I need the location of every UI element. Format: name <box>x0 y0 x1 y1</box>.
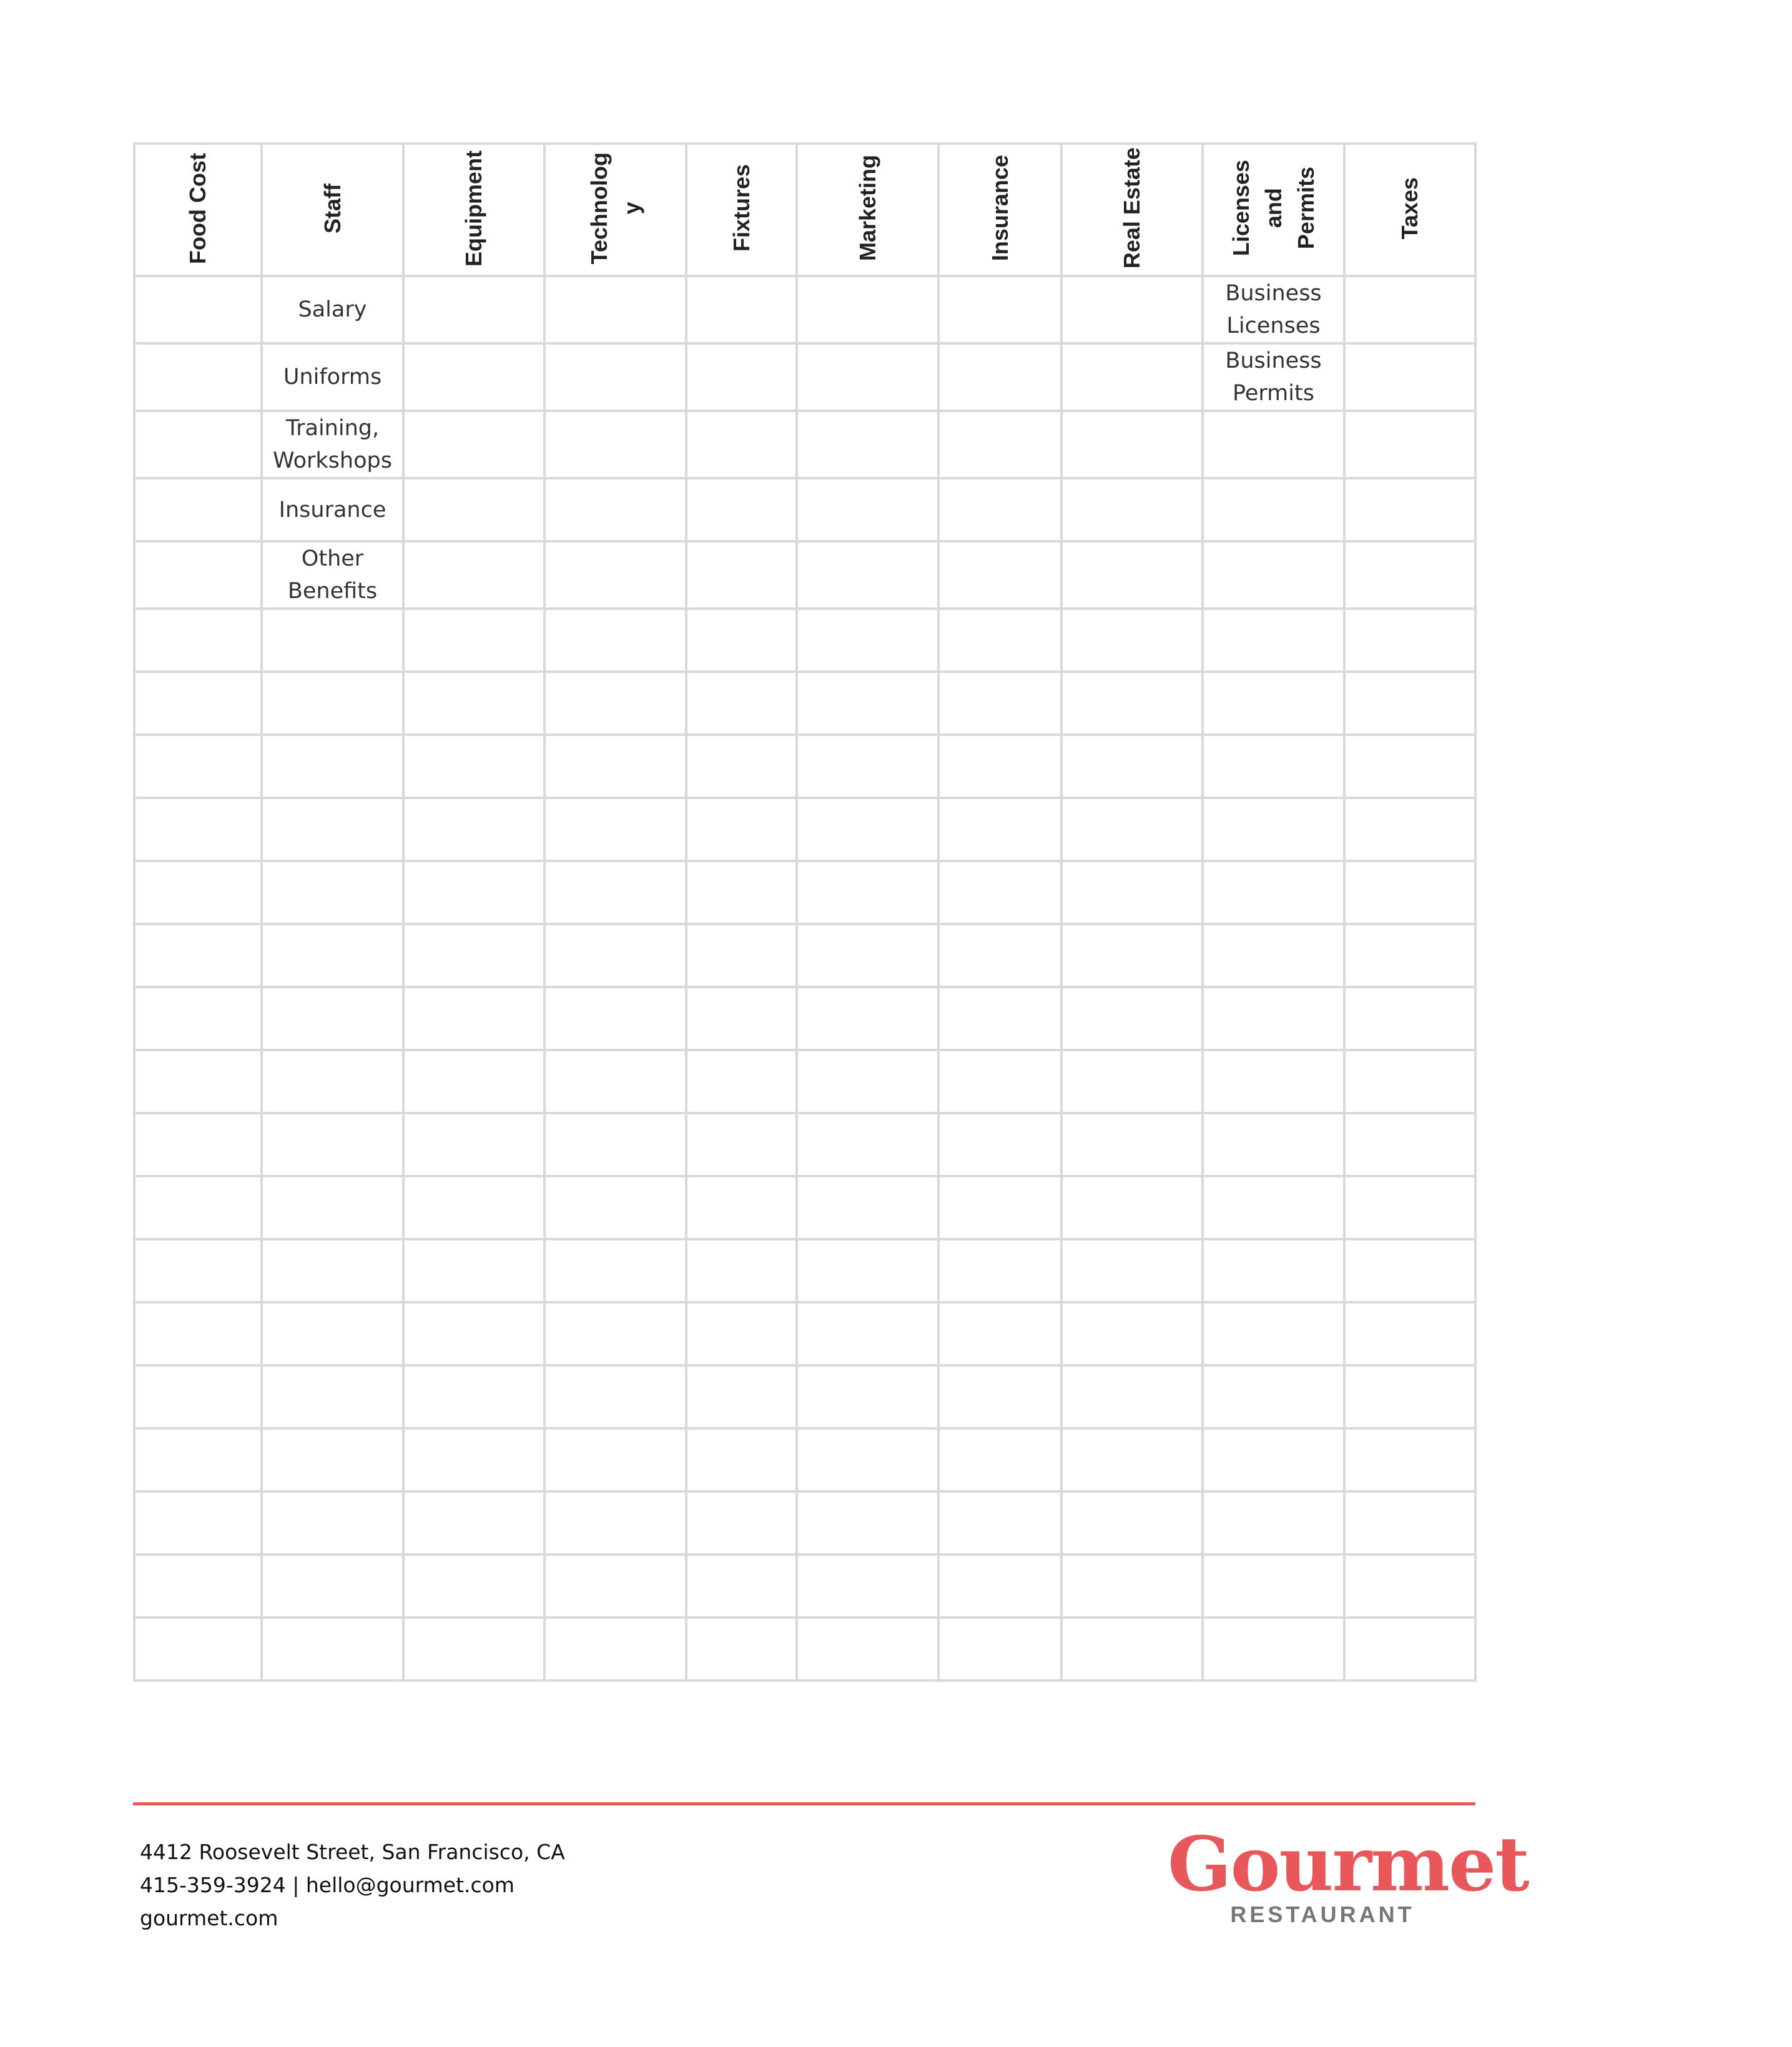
table-cell[interactable] <box>544 672 686 735</box>
table-cell[interactable] <box>1203 1050 1344 1113</box>
header-fixtures <box>686 144 797 276</box>
staff-item: Training, Workshops <box>273 416 392 473</box>
table-cell[interactable] <box>797 541 938 609</box>
table-cell[interactable] <box>403 343 544 411</box>
table-cell[interactable] <box>544 609 686 672</box>
table-cell[interactable] <box>262 924 403 987</box>
table-cell[interactable] <box>938 672 1061 735</box>
contact-info <box>140 1835 565 1935</box>
table-cell[interactable] <box>403 541 544 609</box>
table-cell[interactable] <box>1344 478 1475 541</box>
table-cell[interactable] <box>1203 1428 1344 1491</box>
table-cell[interactable] <box>938 1428 1061 1491</box>
table-cell[interactable] <box>797 1176 938 1239</box>
table-row <box>134 411 1475 478</box>
table-cell[interactable] <box>134 672 262 735</box>
table-cell[interactable] <box>403 478 544 541</box>
header-row <box>134 144 1475 276</box>
table-cell[interactable] <box>686 735 797 798</box>
table-cell[interactable] <box>1344 1302 1475 1365</box>
table-cell[interactable] <box>403 798 544 861</box>
logo-subtitle: RESTAURANT <box>1230 1902 1415 1927</box>
table-cell[interactable] <box>1203 924 1344 987</box>
table-cell[interactable] <box>1344 1617 1475 1681</box>
table-row <box>134 276 1475 343</box>
header-staff <box>262 144 403 276</box>
table-cell[interactable] <box>544 1365 686 1428</box>
header-label: Technolog y <box>586 152 644 265</box>
table-cell[interactable] <box>1203 1491 1344 1554</box>
table-cell[interactable] <box>1061 541 1203 609</box>
table-cell[interactable] <box>938 735 1061 798</box>
table-cell[interactable] <box>262 1617 403 1681</box>
table-cell[interactable] <box>1344 1365 1475 1428</box>
table-cell[interactable] <box>134 798 262 861</box>
table-cell[interactable] <box>938 798 1061 861</box>
table-cell[interactable] <box>544 1050 686 1113</box>
table-row <box>134 1365 1475 1428</box>
table-row <box>134 1113 1475 1176</box>
table-cell[interactable] <box>686 541 797 609</box>
table-cell[interactable] <box>134 1302 262 1365</box>
table-cell[interactable] <box>1203 1176 1344 1239</box>
table-cell[interactable] <box>686 1428 797 1491</box>
table-row <box>134 1554 1475 1617</box>
table-cell[interactable] <box>1061 798 1203 861</box>
table-cell[interactable] <box>1061 1554 1203 1617</box>
table-cell[interactable] <box>686 1554 797 1617</box>
table-cell[interactable] <box>686 1617 797 1681</box>
table-cell[interactable] <box>797 478 938 541</box>
table-cell[interactable] <box>262 987 403 1050</box>
table-cell[interactable] <box>403 735 544 798</box>
table-cell[interactable] <box>797 1050 938 1113</box>
table-cell[interactable] <box>403 411 544 478</box>
table-cell[interactable] <box>1061 1239 1203 1302</box>
table-cell[interactable] <box>1061 1176 1203 1239</box>
table-cell[interactable] <box>134 343 262 411</box>
table-cell[interactable] <box>403 276 544 343</box>
table-cell[interactable] <box>686 276 797 343</box>
table-cell[interactable] <box>403 1239 544 1302</box>
header-label: Real Estate <box>1119 147 1145 269</box>
table-cell[interactable] <box>1203 541 1344 609</box>
table-cell[interactable] <box>262 798 403 861</box>
table-cell[interactable] <box>544 478 686 541</box>
table-cell[interactable] <box>544 1113 686 1176</box>
table-row <box>134 861 1475 924</box>
table-row <box>134 1302 1475 1365</box>
table-cell[interactable] <box>686 798 797 861</box>
table-cell[interactable] <box>262 1365 403 1428</box>
table-cell[interactable] <box>134 1050 262 1113</box>
table-cell[interactable] <box>1203 478 1344 541</box>
table-cell[interactable] <box>262 735 403 798</box>
staff-item: Salary <box>298 297 367 322</box>
table-cell[interactable] <box>134 541 262 609</box>
table-cell[interactable] <box>1061 1113 1203 1176</box>
table-cell[interactable] <box>1203 1113 1344 1176</box>
table-cell[interactable] <box>686 1113 797 1176</box>
staff-item-cell[interactable] <box>262 343 403 411</box>
table-cell[interactable] <box>1344 1113 1475 1176</box>
header-label: Fixtures <box>728 164 754 252</box>
table-cell[interactable] <box>262 672 403 735</box>
table-cell[interactable] <box>797 1554 938 1617</box>
table-cell[interactable] <box>544 924 686 987</box>
table-cell[interactable] <box>1203 1554 1344 1617</box>
table-row <box>134 1428 1475 1491</box>
table-cell[interactable] <box>1061 343 1203 411</box>
header-real-estate <box>1061 144 1203 276</box>
staff-item: Other Benefits <box>287 546 378 604</box>
table-cell[interactable] <box>262 609 403 672</box>
table-cell[interactable] <box>1203 861 1344 924</box>
table-cell[interactable] <box>1061 609 1203 672</box>
table-cell[interactable] <box>686 411 797 478</box>
table-cell[interactable] <box>938 861 1061 924</box>
table-cell[interactable] <box>134 861 262 924</box>
header-taxes <box>1344 144 1475 276</box>
header-technology <box>544 144 686 276</box>
table-cell[interactable] <box>403 609 544 672</box>
table-cell[interactable] <box>1344 1428 1475 1491</box>
table-cell[interactable] <box>134 1239 262 1302</box>
table-cell[interactable] <box>403 1113 544 1176</box>
table-row <box>134 987 1475 1050</box>
header-food-cost <box>134 144 262 276</box>
table-cell[interactable] <box>544 343 686 411</box>
table-cell[interactable] <box>797 987 938 1050</box>
table-cell[interactable] <box>938 987 1061 1050</box>
table-cell[interactable] <box>544 1617 686 1681</box>
table-cell[interactable] <box>544 1176 686 1239</box>
header-licenses-permits <box>1203 144 1344 276</box>
staff-item: Uniforms <box>283 365 382 390</box>
table-cell[interactable] <box>686 924 797 987</box>
table-cell[interactable] <box>1344 672 1475 735</box>
table-cell[interactable] <box>938 276 1061 343</box>
table-cell[interactable] <box>134 1491 262 1554</box>
table-cell[interactable] <box>262 1176 403 1239</box>
table-cell[interactable] <box>686 1491 797 1554</box>
table-cell[interactable] <box>1203 609 1344 672</box>
table-cell[interactable] <box>797 798 938 861</box>
table-cell[interactable] <box>1344 987 1475 1050</box>
header-label: Taxes <box>1397 177 1422 240</box>
table-cell[interactable] <box>1061 276 1203 343</box>
address-text: 4412 Roosevelt Street, San Francisco, CA <box>140 1840 565 1864</box>
table-cell[interactable] <box>938 924 1061 987</box>
table-cell[interactable] <box>1344 1176 1475 1239</box>
table-cell[interactable] <box>1061 1302 1203 1365</box>
table-cell[interactable] <box>403 1176 544 1239</box>
table-cell[interactable] <box>134 1617 262 1681</box>
table-cell[interactable] <box>134 276 262 343</box>
licenses-item: Business Permits <box>1225 348 1322 406</box>
table-cell[interactable] <box>1203 987 1344 1050</box>
expense-table <box>133 142 1477 1682</box>
table-cell[interactable] <box>938 1554 1061 1617</box>
table-cell[interactable] <box>134 735 262 798</box>
table-cell[interactable] <box>686 1302 797 1365</box>
table-cell[interactable] <box>938 609 1061 672</box>
header-label: Food Cost <box>185 152 210 264</box>
phone-email-text: 415-359-3924 | hello@gourmet.com <box>140 1873 515 1897</box>
table-cell[interactable] <box>686 1239 797 1302</box>
table-cell[interactable] <box>797 1302 938 1365</box>
table-cell[interactable] <box>134 1554 262 1617</box>
table-cell[interactable] <box>544 1491 686 1554</box>
table-cell[interactable] <box>1061 1491 1203 1554</box>
table-row <box>134 478 1475 541</box>
table-cell[interactable] <box>544 1302 686 1365</box>
header-label: Equipment <box>461 150 486 267</box>
table-header <box>134 144 1475 276</box>
table-cell[interactable] <box>1061 924 1203 987</box>
table-cell[interactable] <box>403 1302 544 1365</box>
table-cell[interactable] <box>1203 1365 1344 1428</box>
header-insurance <box>938 144 1061 276</box>
table-cell[interactable] <box>544 798 686 861</box>
table-cell[interactable] <box>1344 798 1475 861</box>
table-cell[interactable] <box>544 1428 686 1491</box>
table-cell[interactable] <box>134 1113 262 1176</box>
table-cell[interactable] <box>262 1428 403 1491</box>
table-cell[interactable] <box>1344 1554 1475 1617</box>
table-cell[interactable] <box>403 1365 544 1428</box>
table-cell[interactable] <box>1203 1302 1344 1365</box>
table-cell[interactable] <box>134 1428 262 1491</box>
table-row <box>134 609 1475 672</box>
table-cell[interactable] <box>797 411 938 478</box>
table-cell[interactable] <box>938 1617 1061 1681</box>
brand-logo <box>1168 1820 1529 1943</box>
table-cell[interactable] <box>1344 1491 1475 1554</box>
table-cell[interactable] <box>1344 541 1475 609</box>
table-row <box>134 343 1475 411</box>
table-cell[interactable] <box>403 1617 544 1681</box>
table-cell[interactable] <box>1061 411 1203 478</box>
table-cell[interactable] <box>134 478 262 541</box>
table-cell[interactable] <box>134 924 262 987</box>
table-cell[interactable] <box>797 1617 938 1681</box>
table-cell[interactable] <box>262 1554 403 1617</box>
table-cell[interactable] <box>262 1113 403 1176</box>
table-cell[interactable] <box>544 1239 686 1302</box>
table-cell[interactable] <box>797 1491 938 1554</box>
table-cell[interactable] <box>134 1365 262 1428</box>
table-cell[interactable] <box>1344 276 1475 343</box>
table-cell[interactable] <box>938 1176 1061 1239</box>
table-cell[interactable] <box>1203 1239 1344 1302</box>
table-cell[interactable] <box>797 1113 938 1176</box>
table-row <box>134 1176 1475 1239</box>
table-cell[interactable] <box>1203 672 1344 735</box>
table-cell[interactable] <box>1344 343 1475 411</box>
table-cell[interactable] <box>1061 987 1203 1050</box>
table-cell[interactable] <box>1061 735 1203 798</box>
table-cell[interactable] <box>134 411 262 478</box>
table-row <box>134 1239 1475 1302</box>
table-cell[interactable] <box>403 861 544 924</box>
header-label: Insurance <box>987 155 1013 262</box>
table-row <box>134 1491 1475 1554</box>
table-cell[interactable] <box>262 1239 403 1302</box>
table-cell[interactable] <box>1061 1428 1203 1491</box>
table-cell[interactable] <box>686 343 797 411</box>
table-cell[interactable] <box>262 1050 403 1113</box>
header-label: Staff <box>319 183 345 233</box>
staff-item-cell[interactable] <box>262 541 403 609</box>
table-row <box>134 672 1475 735</box>
table-cell[interactable] <box>797 735 938 798</box>
table-cell[interactable] <box>403 1554 544 1617</box>
table-cell[interactable] <box>403 1050 544 1113</box>
table-cell[interactable] <box>686 478 797 541</box>
table-cell[interactable] <box>797 1365 938 1428</box>
staff-item-cell[interactable] <box>262 276 403 343</box>
table-cell[interactable] <box>1344 861 1475 924</box>
table-row <box>134 1050 1475 1113</box>
table-cell[interactable] <box>938 1113 1061 1176</box>
table-cell[interactable] <box>1203 1617 1344 1681</box>
table-row <box>134 735 1475 798</box>
table-cell[interactable] <box>262 861 403 924</box>
table-cell[interactable] <box>403 987 544 1050</box>
table-cell[interactable] <box>938 1491 1061 1554</box>
table-cell[interactable] <box>1061 1050 1203 1113</box>
table-cell[interactable] <box>1061 1365 1203 1428</box>
table-cell[interactable] <box>403 924 544 987</box>
table-cell[interactable] <box>686 1176 797 1239</box>
table-cell[interactable] <box>797 276 938 343</box>
table-cell[interactable] <box>1203 798 1344 861</box>
table-cell[interactable] <box>403 1491 544 1554</box>
table-cell[interactable] <box>686 987 797 1050</box>
staff-item: Insurance <box>278 497 386 523</box>
table-cell[interactable] <box>938 1050 1061 1113</box>
table-cell[interactable] <box>938 1365 1061 1428</box>
table-cell[interactable] <box>544 1554 686 1617</box>
staff-item-cell[interactable] <box>262 411 403 478</box>
header-label: Licenses and Permits <box>1228 160 1319 257</box>
table-cell[interactable] <box>1061 672 1203 735</box>
table-cell[interactable] <box>262 1302 403 1365</box>
table-row <box>134 924 1475 987</box>
table-cell[interactable] <box>797 924 938 987</box>
table-cell[interactable] <box>1344 924 1475 987</box>
table-cell[interactable] <box>1061 1617 1203 1681</box>
table-cell[interactable] <box>1203 411 1344 478</box>
table-cell[interactable] <box>544 411 686 478</box>
header-marketing <box>797 144 938 276</box>
table-cell[interactable] <box>797 672 938 735</box>
table-cell[interactable] <box>938 1302 1061 1365</box>
table-cell[interactable] <box>544 541 686 609</box>
table-cell[interactable] <box>1061 478 1203 541</box>
header-equipment <box>403 144 544 276</box>
table-cell[interactable] <box>1344 1050 1475 1113</box>
table-cell[interactable] <box>403 1428 544 1491</box>
table-cell[interactable] <box>1344 411 1475 478</box>
table-cell[interactable] <box>1203 735 1344 798</box>
licenses-item: Business Licenses <box>1225 281 1322 338</box>
table-body <box>134 276 1475 1681</box>
table-cell[interactable] <box>544 861 686 924</box>
table-row <box>134 1617 1475 1681</box>
header-label: Marketing <box>854 155 880 262</box>
table-cell[interactable] <box>797 861 938 924</box>
table-cell[interactable] <box>938 411 1061 478</box>
table-cell[interactable] <box>938 1239 1061 1302</box>
table-cell[interactable] <box>686 672 797 735</box>
table-cell[interactable] <box>134 609 262 672</box>
logo-wordmark: Gourmet <box>1168 1820 1529 1908</box>
table-cell[interactable] <box>1344 609 1475 672</box>
table-cell[interactable] <box>544 276 686 343</box>
staff-item-cell[interactable] <box>262 478 403 541</box>
table-cell[interactable] <box>686 1050 797 1113</box>
table-cell[interactable] <box>403 672 544 735</box>
website-text: gourmet.com <box>140 1906 278 1930</box>
table-cell[interactable] <box>686 861 797 924</box>
footer-divider <box>133 1802 1475 1805</box>
table-cell[interactable] <box>938 343 1061 411</box>
table-cell[interactable] <box>938 541 1061 609</box>
table-cell[interactable] <box>797 343 938 411</box>
table-cell[interactable] <box>544 987 686 1050</box>
table-row <box>134 798 1475 861</box>
table-cell[interactable] <box>544 735 686 798</box>
table-cell[interactable] <box>797 1239 938 1302</box>
table-cell[interactable] <box>1344 735 1475 798</box>
table-cell[interactable] <box>938 478 1061 541</box>
table-cell[interactable] <box>134 987 262 1050</box>
table-row <box>134 541 1475 609</box>
table-cell[interactable] <box>262 1491 403 1554</box>
licenses-item-cell[interactable] <box>1203 343 1344 411</box>
table-cell[interactable] <box>797 609 938 672</box>
table-cell[interactable] <box>1344 1239 1475 1302</box>
table-cell[interactable] <box>797 1428 938 1491</box>
table-cell[interactable] <box>686 1365 797 1428</box>
table-cell[interactable] <box>686 609 797 672</box>
table-cell[interactable] <box>1061 861 1203 924</box>
licenses-item-cell[interactable] <box>1203 276 1344 343</box>
table-cell[interactable] <box>134 1176 262 1239</box>
